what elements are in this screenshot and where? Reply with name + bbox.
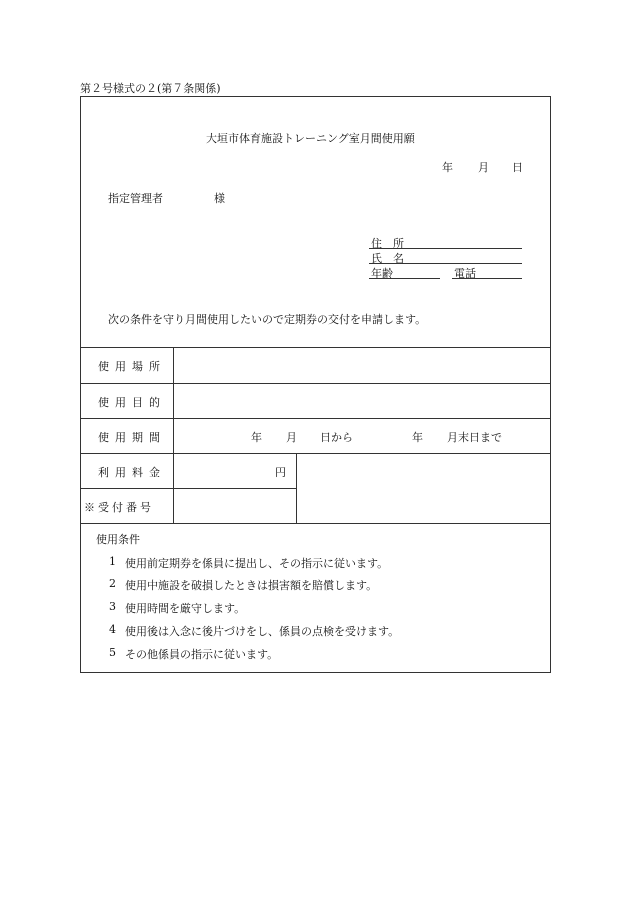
period-year-2: 年 [412, 431, 423, 444]
age-label: 年齢 [371, 267, 393, 280]
date-year: 年 [442, 161, 453, 174]
fee-unit: 円 [275, 466, 286, 479]
conditions-heading: 使用条件 [96, 533, 140, 546]
condition-text: 使用時間を厳守します。 [125, 602, 246, 615]
name-label: 氏 名 [371, 252, 404, 265]
row-line-1 [80, 383, 551, 384]
period-label: 使用期間 [98, 431, 166, 444]
form-title: 大垣市体育施設トレーニング室月間使用願 [206, 132, 415, 145]
request-text: 次の条件を守り月間使用したいので定期券の交付を申請します。 [108, 313, 427, 326]
condition-number: 2 [109, 577, 116, 590]
form-number: 第２号様式の２(第７条関係) [80, 82, 221, 95]
condition-number: 1 [109, 555, 116, 568]
phone-underline [452, 278, 522, 279]
fee-label: 利用料金 [98, 466, 166, 479]
condition-number: 5 [109, 646, 116, 659]
addressee-honorific: 様 [214, 192, 225, 205]
condition-text: 使用後は入念に後片づけをし、係員の点検を受けます。 [125, 625, 400, 638]
period-from: 日から [320, 431, 353, 444]
condition-text: その他係員の指示に従います。 [125, 648, 279, 661]
address-underline [369, 248, 522, 249]
date-month: 月 [478, 161, 489, 174]
purpose-label: 使用目的 [98, 396, 166, 409]
label-column-line [173, 347, 174, 523]
condition-text: 使用前定期券を係員に提出し、その指示に従います。 [125, 557, 389, 570]
date-day: 日 [512, 161, 523, 174]
condition-number: 4 [109, 623, 116, 636]
period-to: 月末日まで [447, 431, 502, 444]
name-underline [369, 263, 522, 264]
condition-number: 3 [109, 600, 116, 613]
row-line-4 [80, 488, 297, 489]
period-month-1: 月 [286, 431, 297, 444]
table-bottom-line [80, 523, 551, 524]
period-year-1: 年 [251, 431, 262, 444]
age-underline [369, 278, 440, 279]
row-line-3 [80, 453, 551, 454]
table-top-line [80, 347, 551, 348]
addressee-name: 指定管理者 [108, 192, 163, 205]
place-label: 使用場所 [98, 360, 166, 373]
phone-label: 電話 [454, 267, 476, 280]
address-label: 住 所 [371, 237, 404, 250]
fee-column-line [296, 453, 297, 523]
condition-text: 使用中施設を破損したときは損害額を賠償します。 [125, 579, 378, 592]
receipt-number-label: ※受付番号 [84, 501, 154, 514]
row-line-2 [80, 418, 551, 419]
